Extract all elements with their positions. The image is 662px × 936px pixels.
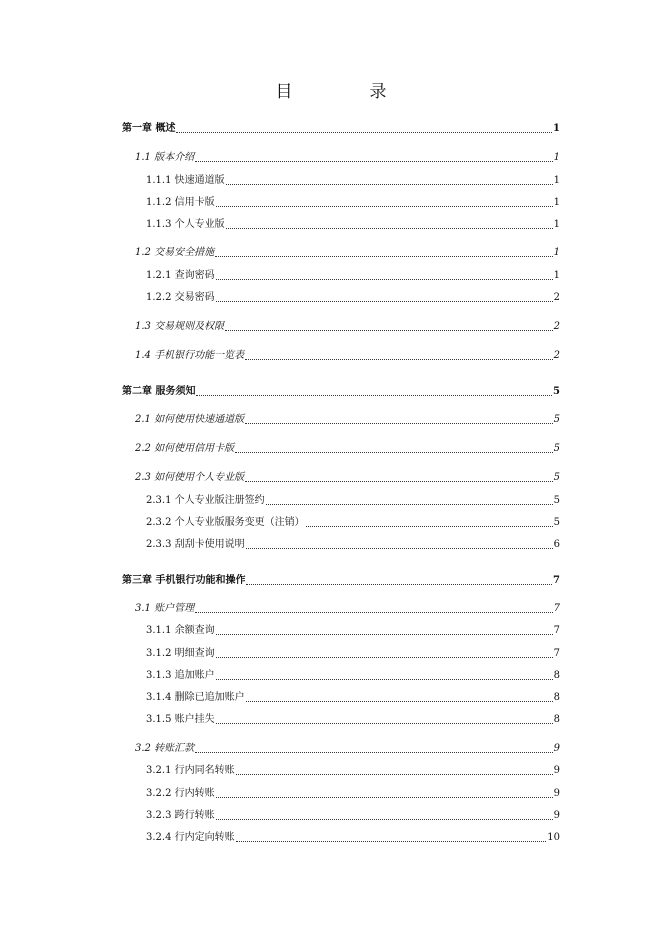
dot-leader (195, 160, 553, 162)
dot-leader (195, 751, 553, 753)
toc-entry[interactable] (146, 787, 560, 801)
page-title: 目 录 (275, 82, 417, 102)
toc-entry[interactable] (135, 413, 560, 427)
toc-entry-page-number: 9 (553, 765, 560, 776)
dot-leader (216, 796, 553, 798)
dot-leader (246, 583, 552, 585)
toc-entry[interactable] (146, 174, 560, 188)
toc-entry-page-number: 8 (553, 692, 560, 703)
toc-entry-label: 3.2.1 行内同名转账 (146, 765, 235, 776)
dot-leader (236, 773, 553, 775)
toc-entry-label: 1.4 手机银行功能一览表 (135, 350, 245, 361)
toc-entry-page-number: 9 (553, 743, 560, 754)
dot-leader (225, 329, 553, 331)
toc-entry-page-number: 7 (553, 625, 560, 636)
toc-entry-label: 3.1.1 余额查询 (146, 625, 215, 636)
toc-entry-page-number: 10 (547, 832, 560, 843)
dot-leader (266, 503, 553, 505)
toc-entry-label: 第三章 手机银行功能和操作 (122, 575, 246, 586)
toc-entry-label: 1.2.1 查询密码 (146, 270, 215, 281)
toc-entry[interactable] (146, 624, 560, 638)
dot-leader (246, 547, 553, 549)
dot-leader (196, 394, 552, 396)
dot-leader (235, 451, 553, 453)
toc-entry-page-number: 7 (553, 575, 560, 586)
dot-leader (176, 131, 552, 133)
toc-entry-label: 1.1.1 快速通道版 (146, 175, 225, 186)
toc-entry[interactable] (135, 471, 560, 485)
toc-entry-page-number: 2 (553, 321, 560, 332)
toc-entry-page-number: 6 (553, 539, 560, 550)
dot-leader (215, 255, 553, 257)
toc-entry-page-number: 8 (553, 714, 560, 725)
toc-entry[interactable] (135, 742, 560, 756)
dot-leader (216, 300, 553, 302)
toc-entry-label: 1.1.3 个人专业版 (146, 219, 225, 230)
toc-entry[interactable] (135, 320, 560, 334)
toc-entry[interactable] (146, 516, 560, 530)
toc-entry-page-number: 7 (553, 603, 560, 614)
toc-entry-page-number: 8 (553, 670, 560, 681)
dot-leader (226, 227, 553, 229)
toc-entry[interactable] (146, 196, 560, 210)
toc-entry-label: 3.1.5 账户挂失 (146, 714, 215, 725)
toc-entry-page-number: 7 (553, 648, 560, 659)
toc-entry-label: 1.1.2 信用卡版 (146, 197, 215, 208)
toc-entry-label: 2.3.3 刮刮卡使用说明 (146, 539, 245, 550)
toc-entry[interactable] (146, 809, 560, 823)
toc-entry-label: 3.1 账户管理 (135, 603, 195, 614)
toc-entry-page-number: 5 (553, 443, 560, 454)
toc-entry-label: 2.2 如何使用信用卡版 (135, 443, 235, 454)
dot-leader (216, 205, 553, 207)
toc-entry-page-number: 1 (553, 123, 560, 134)
toc-entry[interactable] (146, 494, 560, 508)
toc-entry-page-number: 1 (553, 197, 560, 208)
toc-entry[interactable] (146, 691, 560, 705)
toc-entry-label: 3.2.4 行内定向转账 (146, 832, 235, 843)
toc-entry-page-number: 5 (553, 517, 560, 528)
toc-entry-label: 1.2 交易安全措施 (135, 247, 215, 258)
toc-entry-page-number: 1 (553, 270, 560, 281)
toc-entry-label: 1.1 版本介绍 (135, 152, 195, 163)
toc-entry[interactable] (146, 713, 560, 727)
toc-entry-page-number: 2 (553, 350, 560, 361)
toc-entry-label: 3.1.3 追加账户 (146, 670, 215, 681)
toc-entry-label: 第一章 概述 (122, 123, 176, 134)
toc-entry[interactable] (135, 442, 560, 456)
toc-entry[interactable] (135, 246, 560, 260)
dot-leader (195, 611, 553, 613)
dot-leader (245, 422, 553, 424)
toc-entry-page-number: 1 (553, 247, 560, 258)
toc-entry[interactable] (135, 349, 560, 363)
toc-entry[interactable] (146, 831, 560, 845)
dot-leader (216, 678, 553, 680)
toc-entry[interactable] (135, 151, 560, 165)
toc-entry[interactable] (135, 602, 560, 616)
toc-entry[interactable] (122, 574, 560, 588)
toc-entry-label: 2.3 如何使用个人专业版 (135, 472, 245, 483)
toc-entry-page-number: 5 (553, 495, 560, 506)
toc-entry[interactable] (122, 122, 560, 136)
toc-entry-label: 第二章 服务须知 (122, 386, 196, 397)
dot-leader (245, 358, 553, 360)
dot-leader (245, 480, 553, 482)
toc-entry-page-number: 2 (553, 292, 560, 303)
dot-leader (216, 722, 553, 724)
toc-entry-page-number: 1 (553, 152, 560, 163)
toc-entry-label: 2.3.1 个人专业版注册签约 (146, 495, 265, 506)
toc-entry[interactable] (146, 669, 560, 683)
toc-entry-page-number: 5 (553, 414, 560, 425)
toc-entry-label: 2.1 如何使用快速通道版 (135, 414, 245, 425)
dot-leader (246, 700, 553, 702)
dot-leader (216, 656, 553, 658)
toc-entry[interactable] (122, 385, 560, 399)
dot-leader (306, 525, 553, 527)
toc-entry-label: 2.3.2 个人专业版服务变更（注销） (146, 517, 305, 528)
dot-leader (236, 840, 547, 842)
toc-entry-label: 3.2.3 跨行转账 (146, 810, 215, 821)
toc-entry-label: 3.1.4 删除已追加账户 (146, 692, 245, 703)
toc-entry-label: 1.3 交易规则及权限 (135, 321, 225, 332)
dot-leader (216, 278, 553, 280)
dot-leader (216, 633, 553, 635)
toc-entry[interactable] (146, 538, 560, 552)
toc-entry-label: 3.2 转账汇款 (135, 743, 195, 754)
toc-entry-label: 3.1.2 明细查询 (146, 648, 215, 659)
toc-entry-page-number: 9 (553, 810, 560, 821)
toc-entry-page-number: 5 (553, 386, 560, 397)
toc-entry[interactable] (146, 291, 560, 305)
toc-entry-page-number: 5 (553, 472, 560, 483)
toc-entry-label: 1.2.2 交易密码 (146, 292, 215, 303)
toc-entry-page-number: 9 (553, 788, 560, 799)
toc-entry[interactable] (146, 647, 560, 661)
toc-entry[interactable] (146, 764, 560, 778)
dot-leader (226, 183, 553, 185)
toc-entry-page-number: 1 (553, 175, 560, 186)
toc-entry-page-number: 1 (553, 219, 560, 230)
toc-entry-label: 3.2.2 行内转账 (146, 788, 215, 799)
toc-entry[interactable] (146, 218, 560, 232)
toc-entry[interactable] (146, 269, 560, 283)
dot-leader (216, 818, 553, 820)
